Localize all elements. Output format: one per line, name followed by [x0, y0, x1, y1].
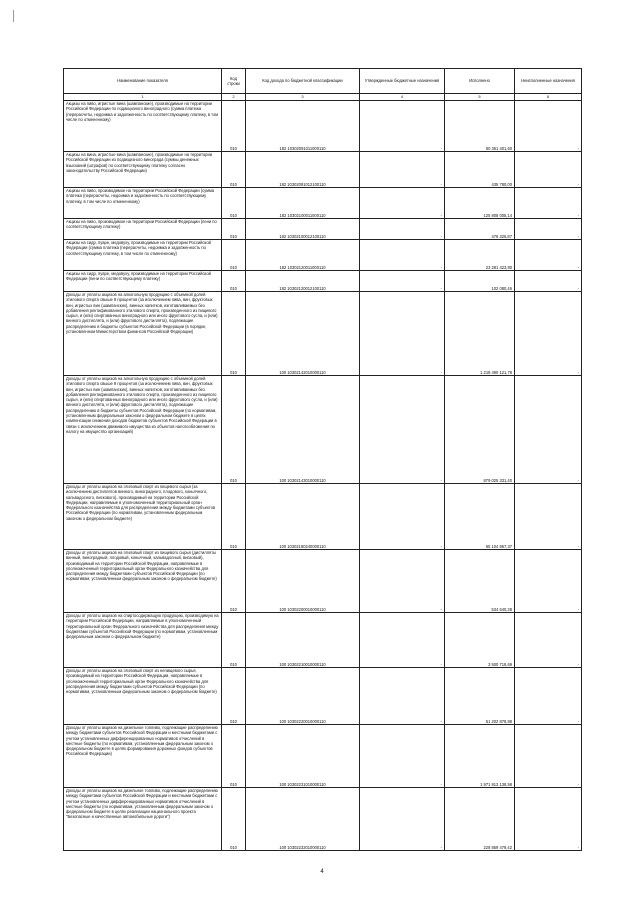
- budget-code: 100 10302142010000110: [246, 292, 360, 376]
- executed-value: 23 281 423,80: [445, 240, 515, 271]
- budget-code: 100 10302210010000110: [246, 613, 360, 668]
- executed-value: 102 080,46: [445, 271, 515, 292]
- row-code: 010: [222, 668, 246, 725]
- scan-mark: [13, 10, 16, 22]
- table-row: [64, 725, 582, 788]
- executed-value: 435 780,00: [445, 152, 515, 188]
- unexecuted-value: -: [515, 188, 582, 219]
- unexecuted-value: -: [515, 668, 582, 725]
- row-code: 010: [222, 613, 246, 668]
- executed-value: 228 859 479,42: [445, 788, 515, 851]
- row-name: Акцизы на пиво, производимое на территории Российской Федерации (сумма платежа (перерасчеты, недоимка и задолженность по соответствующему платежу, в том числе по отмененному): [64, 188, 222, 219]
- approved-value: -: [360, 219, 445, 240]
- row-code: 010: [222, 188, 246, 219]
- budget-code: 182 10302091011000110: [246, 101, 360, 152]
- row-name: Акцизы на сидр, пуаре, медовуху, производимые на территории Российской Федерации (сумма платежа (перерасчеты, недоимка и задолженность по соответствующему платежу, в том числе по отмененному): [64, 240, 222, 271]
- approved-value: -: [360, 376, 445, 484]
- table-row: [64, 613, 582, 668]
- executed-value: 50 351 401,60: [445, 101, 515, 152]
- revenue-table: [63, 68, 582, 851]
- row-code: 010: [222, 219, 246, 240]
- column-number-row: [64, 94, 582, 101]
- approved-value: -: [360, 725, 445, 788]
- row-code: 010: [222, 292, 246, 376]
- row-name: Акцизы на пиво, игристые вина (шампанские), производимые на территории Российской Федерации по подакцизного виноградного (сумма платежа (перерасчеты, недоимка и задолженность по соответствующему платежу, в том числе по отмененному): [64, 101, 222, 152]
- table-row: [64, 550, 582, 613]
- budget-code: 182 10302100012100110: [246, 219, 360, 240]
- table-row: [64, 668, 582, 725]
- table-row: [64, 152, 582, 188]
- header-row-code: Код строки: [222, 69, 246, 94]
- row-name: Доходы от уплаты акцизов на спиртосодержащую продукцию, производимую на территории Российской Федерации, направляемые в уполномоченный территориальный орган Федерального казначейства для распределения между бюджетами субъектов Российской Федерации (по нормативам, установленным федеральным законом о федеральном бюджете): [64, 613, 222, 668]
- column-number: 6: [515, 94, 582, 101]
- table-row: [64, 271, 582, 292]
- table-row: [64, 240, 582, 271]
- table-row: [64, 292, 582, 376]
- column-number: 5: [445, 94, 515, 101]
- row-code: 010: [222, 376, 246, 484]
- approved-value: -: [360, 550, 445, 613]
- table-row: [64, 219, 582, 240]
- table-row: [64, 788, 582, 851]
- budget-code: 182 10302100011000110: [246, 188, 360, 219]
- unexecuted-value: -: [515, 550, 582, 613]
- budget-code: 100 10302180240000110: [246, 484, 360, 550]
- row-name: Доходы от уплаты акцизов на дизельное топливо, подлежащие распределению между бюджетами субъектов Российской Федерации и местными бюджетами с учетом установленных дифференцированных нормативов отчислений в местные бюджеты (по нормативам, установленным федеральным законом о федеральном бюджете в целях формирования дорожных фондов субъектов Российской Федерации): [64, 725, 222, 788]
- approved-value: -: [360, 484, 445, 550]
- row-code: 010: [222, 725, 246, 788]
- row-code: 010: [222, 271, 246, 292]
- executed-value: 476 326,87: [445, 219, 515, 240]
- column-number: 4: [360, 94, 445, 101]
- approved-value: -: [360, 788, 445, 851]
- unexecuted-value: -: [515, 219, 582, 240]
- budget-code: 182 10302120011000110: [246, 240, 360, 271]
- unexecuted-value: -: [515, 292, 582, 376]
- approved-value: -: [360, 668, 445, 725]
- row-name: Доходы от уплаты акцизов на этиловый спирт из пищевого сырья (дистилляты винный, виноградный, плодовый, коньячный, кальвадосный, висковый), производимый на территории Российской Федерации, направляемые в уполномоченный территориальный орган Федерального казначейства для распределения между бюджетами субъектов Российской Федерации (по нормативам, установленным федеральным законом о федеральном бюджете): [64, 550, 222, 613]
- executed-value: 3 500 718,69: [445, 613, 515, 668]
- unexecuted-value: -: [515, 725, 582, 788]
- unexecuted-value: -: [515, 240, 582, 271]
- unexecuted-value: -: [515, 376, 582, 484]
- row-name: Акцизы на сидр, пуаре, медовуху, производимые на территории Российской Федерации (пени по соответствующему платежу): [64, 271, 222, 292]
- approved-value: -: [360, 292, 445, 376]
- budget-code: 100 10302232010000110: [246, 788, 360, 851]
- unexecuted-value: -: [515, 788, 582, 851]
- page-number: 4: [320, 869, 324, 875]
- budget-code: 100 10302200010000110: [246, 550, 360, 613]
- row-name: Доходы от уплаты акцизов на алкогольную продукцию с объемной долей этилового спирта свыше 9 процентов (за исключением пива, вин, фруктовых вин, игристых вин (шампанских), винных напитков, изготавливаемых без добавления ректификованного этилового спирта, произведенного из пищевого сырья, и (или) спиртованных виноградного или иного фруктового сусла, и (или) винного дистиллята, и (или) фруктового дистиллята), подлежащие распределению в бюджеты субъектов Российской Федерации (в порядке, установленном Министерством финансов Российской Федерации): [64, 292, 222, 376]
- header-name: Наименование показателя: [64, 69, 222, 94]
- unexecuted-value: -: [515, 152, 582, 188]
- executed-value: 1 971 913 138,58: [445, 725, 515, 788]
- header-unexecuted: Неисполненные назначения: [515, 69, 582, 94]
- row-code: 010: [222, 788, 246, 851]
- executed-value: 879 025 331,40: [445, 376, 515, 484]
- row-code: 010: [222, 484, 246, 550]
- approved-value: -: [360, 613, 445, 668]
- row-name: Доходы от уплаты акцизов на алкогольную продукцию с объемной долей этилового спирта свыше 9 процентов (за исключением пива, вин, фруктовых вин, игристых вин (шампанских), винных напитков, изготавливаемых без добавления ректификованного этилового спирта, произведенного из пищевого сырья, и (или) спиртованных виноградного или иного фруктового сусла, и (или) винного дистиллята, и (или) фруктового дистиллята), подлежащие распределению в бюджеты субъектов Российской Федерации (по нормативам, установленным федеральным законом о федеральном бюджете в целях компенсации снижения доходов бюджетов субъектов Российской Федерации в связи с исключением движимого имущества из объектов налогообложения по налогу на имущество организаций): [64, 376, 222, 484]
- row-name: Доходы от уплаты акцизов на этиловый спирт из непищевого сырья, производимый на территории Российской Федерации, направляемые в уполномоченный территориальный орган Федерального казначейства для распределения между бюджетами субъектов Российской Федерации (по нормативам, установленным федеральным законом о федеральном бюджете): [64, 668, 222, 725]
- executed-value: 534 640,38: [445, 550, 515, 613]
- approved-value: -: [360, 152, 445, 188]
- approved-value: -: [360, 240, 445, 271]
- table-row: [64, 101, 582, 152]
- executed-value: 65 104 867,37: [445, 484, 515, 550]
- row-name: Доходы от уплаты акцизов на дизельное топливо, подлежащие распределению между бюджетами субъектов Российской Федерации и местными бюджетами с учетом установленных дифференцированных нормативов отчислений в местные бюджеты (по нормативам, установленным федеральным законом о федеральном бюджете в целях реализации национального проекта "Безопасные и качественные автомобильные дороги"): [64, 788, 222, 851]
- row-code: 010: [222, 152, 246, 188]
- unexecuted-value: -: [515, 271, 582, 292]
- table-row: [64, 376, 582, 484]
- unexecuted-value: -: [515, 101, 582, 152]
- unexecuted-value: -: [515, 613, 582, 668]
- approved-value: -: [360, 271, 445, 292]
- table-row: [64, 188, 582, 219]
- approved-value: -: [360, 188, 445, 219]
- column-number: 2: [222, 94, 246, 101]
- column-number: 3: [246, 94, 360, 101]
- executed-value: 51 202 878,88: [445, 668, 515, 725]
- unexecuted-value: -: [515, 484, 582, 550]
- budget-code: 100 10302220010000110: [246, 668, 360, 725]
- row-name: Акцизы на вина, игристые вина (шампанские), производимые на территории Российской Федерации из подакцизного винограда (суммы денежных взысканий (штрафов) по соответствующему платежу согласно законодательству Российской Федерации): [64, 152, 222, 188]
- table-row: [64, 484, 582, 550]
- header-budget-code: Код дохода по бюджетной классификации: [246, 69, 360, 94]
- row-name: Акцизы на пиво, производимое на территории Российской Федерации (пени по соответствующему платежу): [64, 219, 222, 240]
- budget-code: 100 10302143010000110: [246, 376, 360, 484]
- budget-code: 182 10302091012100110: [246, 152, 360, 188]
- executed-value: 1 218 490 121,78: [445, 292, 515, 376]
- approved-value: -: [360, 101, 445, 152]
- row-name: Доходы от уплаты акцизов на этиловый спирт из пищевого сырья (за исключением дистиллятов винного, виноградного, плодового, коньячного, кальвадосного, вискового), производимый на территории Российской Федерации, направляемые в уполномоченный территориальный орган Федерального казначейства для распределения между бюджетами субъектов Российской Федерации (по нормативам, установленным федеральным законом о федеральном бюджете): [64, 484, 222, 550]
- row-code: 010: [222, 101, 246, 152]
- header-approved: Утвержденные бюджетные назначения: [360, 69, 445, 94]
- executed-value: 125 808 005,14: [445, 188, 515, 219]
- budget-code: 100 10302231010000110: [246, 725, 360, 788]
- header-row: [64, 69, 582, 94]
- row-code: 010: [222, 550, 246, 613]
- header-executed: Исполнено: [445, 69, 515, 94]
- budget-code: 182 10302120012100110: [246, 271, 360, 292]
- column-number: 1: [64, 94, 222, 101]
- row-code: 010: [222, 240, 246, 271]
